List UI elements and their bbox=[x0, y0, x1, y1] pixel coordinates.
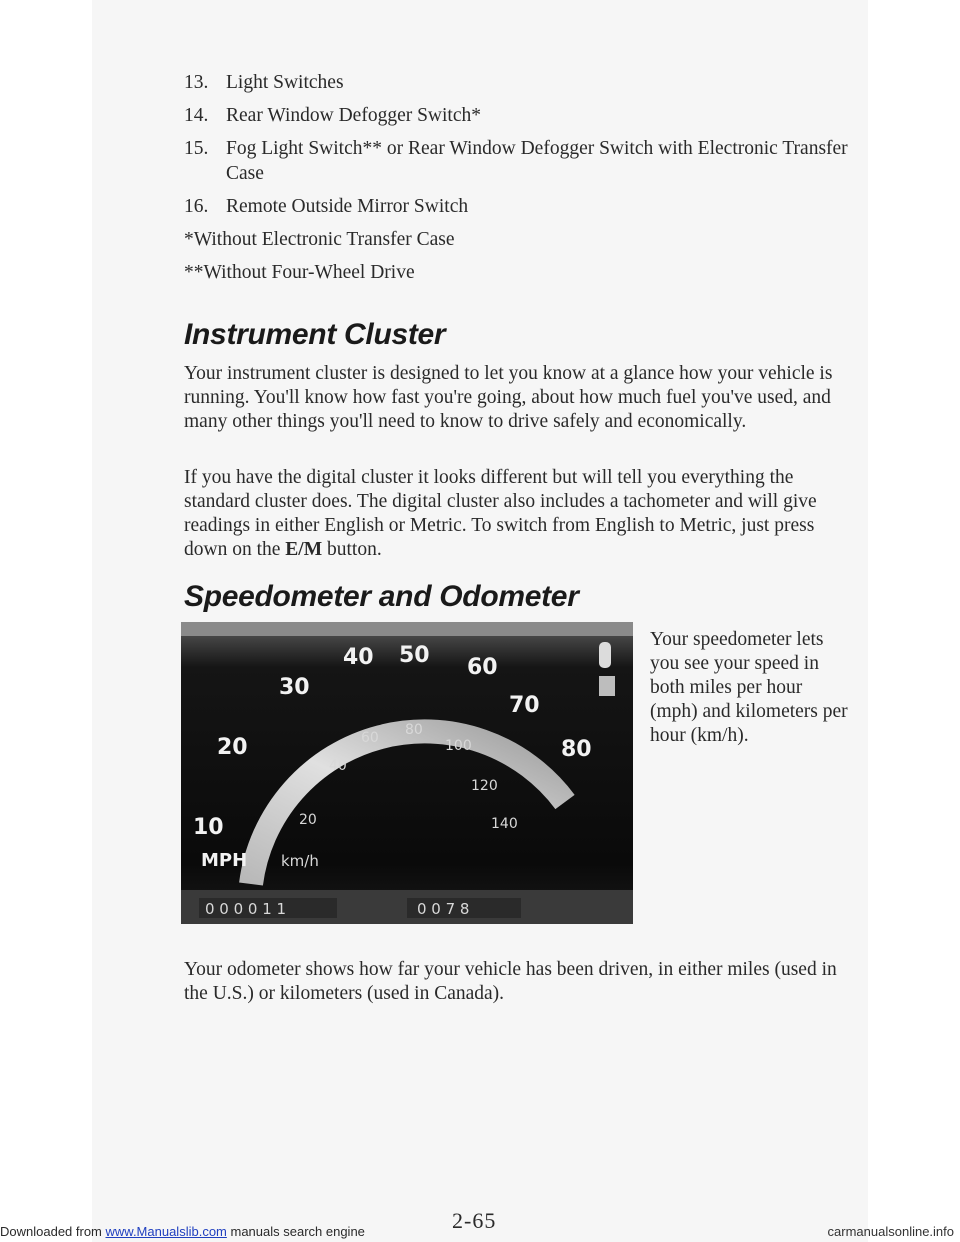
kmh-label: 140 bbox=[491, 816, 518, 832]
mph-label: 80 bbox=[561, 737, 592, 762]
speedometer-photo bbox=[181, 622, 633, 924]
list-text: Fog Light Switch** or Rear Window Defogger Switch with Electronic Transfer Case bbox=[226, 138, 848, 184]
mph-label: 30 bbox=[279, 675, 310, 700]
list-number: 16. bbox=[184, 196, 209, 217]
digital-cluster-paragraph bbox=[184, 466, 850, 562]
footnote: *Without Electronic Transfer Case bbox=[184, 229, 455, 250]
photo-top-edge bbox=[181, 622, 633, 636]
list-number: 14. bbox=[184, 105, 209, 126]
mph-label: 10 bbox=[193, 815, 224, 840]
list-text: Light Switches bbox=[226, 72, 344, 93]
footnote: **Without Four-Wheel Drive bbox=[184, 262, 415, 283]
kmh-label: 60 bbox=[361, 730, 379, 746]
switch-list bbox=[184, 70, 864, 293]
kmh-label: 20 bbox=[299, 812, 317, 828]
instrument-cluster-paragraph: Your instrument cluster is designed to let you know at a glance how your vehicle is running. You'll know how fast you're going, about how much fuel you've used, and many other things you'll need to know to drive safely and economically. bbox=[184, 363, 833, 432]
odometer-digits: 0 0 0 0 1 1 bbox=[205, 900, 287, 918]
heading-speedometer: Speedometer and Odometer bbox=[184, 580, 579, 613]
list-number: 13. bbox=[184, 72, 209, 93]
mph-label: 40 bbox=[343, 645, 374, 670]
mph-label: 60 bbox=[467, 655, 498, 680]
list-text: Remote Outside Mirror Switch bbox=[226, 196, 469, 217]
heading-instrument-cluster: Instrument Cluster bbox=[184, 318, 446, 351]
manualslib-link[interactable]: www.Manualslib.com bbox=[105, 1224, 227, 1239]
list-item bbox=[184, 136, 864, 186]
kmh-label: 100 bbox=[445, 738, 472, 754]
watermark: carmanualsonline.info bbox=[827, 1224, 954, 1239]
page-number: 2-65 bbox=[452, 1208, 497, 1233]
kmh-label: 120 bbox=[471, 778, 498, 794]
mph-label: 70 bbox=[509, 693, 540, 718]
list-item bbox=[184, 103, 864, 128]
indicator-light bbox=[599, 642, 611, 668]
kmh-label: 40 bbox=[329, 758, 347, 774]
trip-digits: 0 0 7 8 bbox=[417, 900, 470, 918]
kmh-unit: km/h bbox=[281, 852, 319, 870]
footer-suffix: manuals search engine bbox=[226, 1224, 365, 1239]
list-number: 15. bbox=[184, 138, 209, 159]
indicator-light bbox=[599, 676, 615, 696]
kmh-label: 80 bbox=[405, 722, 423, 738]
download-footer bbox=[0, 1224, 365, 1239]
mph-label: 50 bbox=[399, 643, 430, 668]
mph-label: 20 bbox=[217, 735, 248, 760]
para-text: button. bbox=[322, 539, 382, 560]
speedometer-description: Your speedometer lets you see your speed in both miles per hour (mph) and kilometers per hour (km/h). bbox=[650, 629, 848, 746]
para-text: If you have the digital cluster it looks different but will tell you everything the standard cluster does. The digital cluster also includes a tachometer and will give readings in either English or Metric. To switch from English to Metric, just press down on the bbox=[184, 467, 817, 560]
odometer-paragraph: Your odometer shows how far your vehicle has been driven, in either miles (used in the U.S.) or kilometers (used in Canada). bbox=[184, 959, 837, 1004]
footer-prefix: Downloaded from bbox=[0, 1224, 106, 1239]
list-item bbox=[184, 194, 864, 219]
mph-unit: MPH bbox=[201, 850, 248, 871]
list-item bbox=[184, 70, 864, 95]
em-button-label: E/M bbox=[285, 539, 323, 560]
list-text: Rear Window Defogger Switch* bbox=[226, 105, 482, 126]
